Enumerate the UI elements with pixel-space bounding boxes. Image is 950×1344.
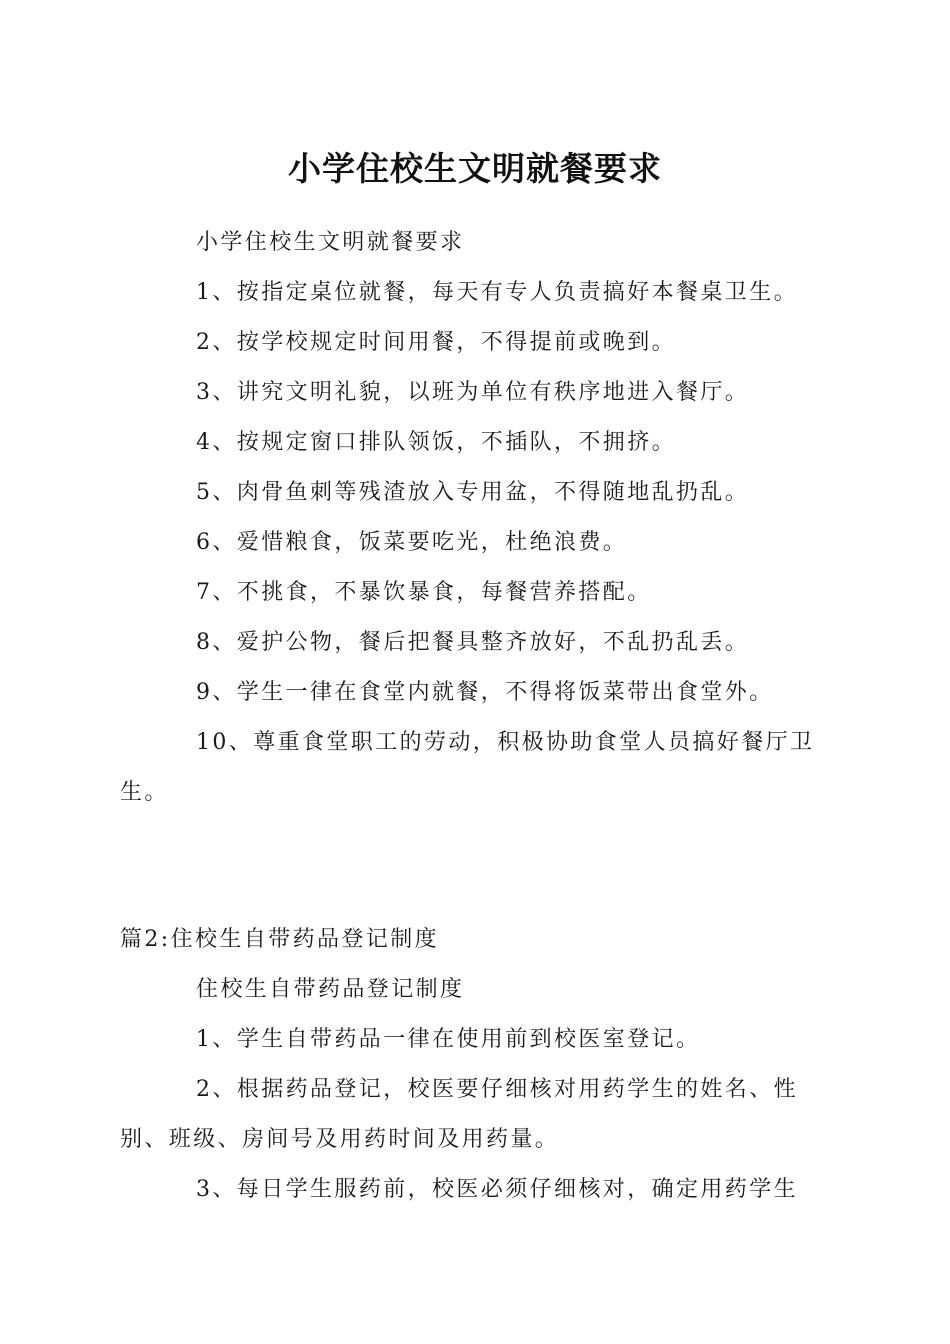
section-medicine-registration [120,915,832,1215]
rule-item: 7、不挑食，不暴饮暴食，每餐营养搭配。 [196,580,652,605]
rule-item: 2、按学校规定时间用餐，不得提前或晚到。 [196,330,676,355]
rule-item: 1、学生自带药品一律在使用前到校医室登记。 [196,1027,701,1052]
rule-item: 4、按规定窗口排队领饭，不插队，不拥挤。 [196,430,676,455]
rule-item: 6、爱惜粮食，饭菜要吃光，杜绝浪费。 [196,530,628,555]
rule-item: 2、根据药品登记，校医要仔细核对用药学生的姓名、性别、班级、房间号及用药时间及用药量。 [120,1077,798,1152]
rule-item: 9、学生一律在食堂内就餐，不得将饭菜带出食堂外。 [196,680,774,705]
rule-item: 10、尊重食堂职工的劳动，积极协助食堂人员搞好餐厅卫生。 [120,730,815,805]
section-heading: 篇2:住校生自带药品登记制度 [120,927,440,952]
rule-item: 3、每日学生服药前，校医必须仔细核对，确定用药学生 [196,1177,798,1202]
section-dining-rules [120,218,832,818]
rule-item: 1、按指定桌位就餐，每天有专人负责搞好本餐桌卫生。 [196,280,798,305]
rule-item: 5、肉骨鱼刺等残渣放入专用盆，不得随地乱扔乱。 [196,480,750,505]
paragraph-subtitle: 住校生自带药品登记制度 [196,977,465,1002]
rule-item: 3、讲究文明礼貌，以班为单位有秩序地进入餐厅。 [196,380,750,405]
paragraph-subtitle: 小学住校生文明就餐要求 [196,230,465,255]
rule-item: 8、爱护公物，餐后把餐具整齐放好，不乱扔乱丢。 [196,630,750,655]
document-title: 小学住校生文明就餐要求 [288,149,662,188]
